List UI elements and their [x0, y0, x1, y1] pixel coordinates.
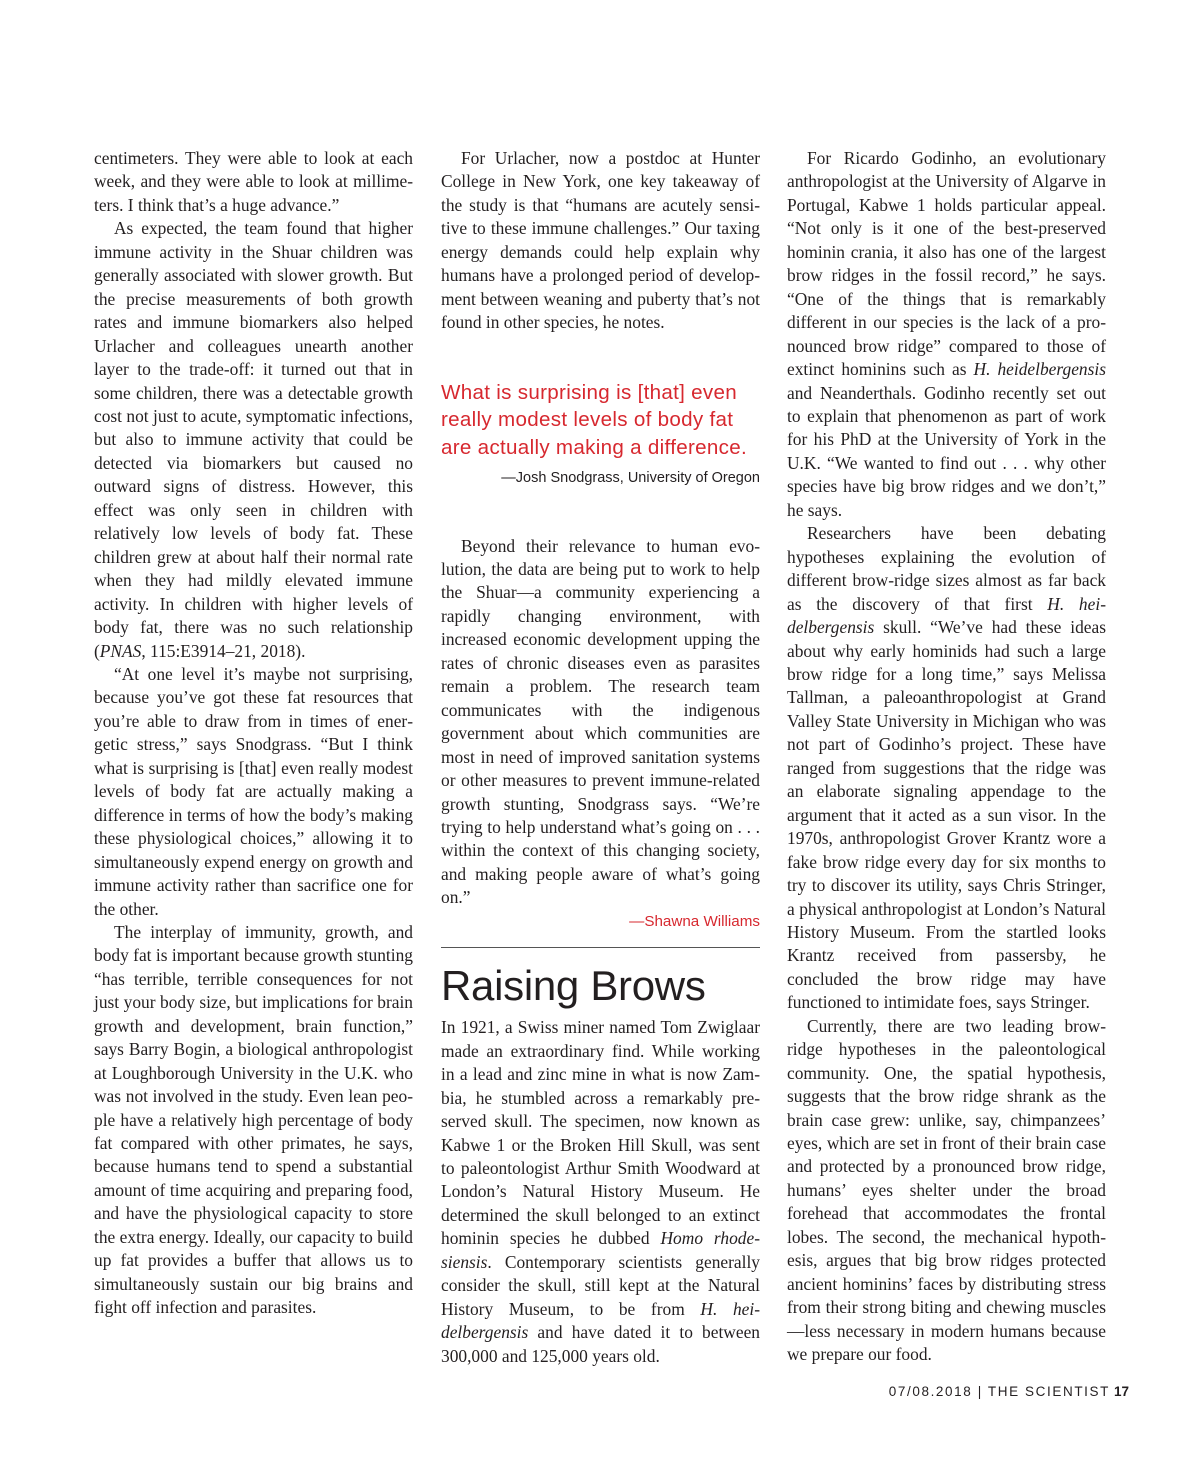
body-paragraph: Researchers have been debating hypotheses explaining the evolution of different brow-ridge sizes almost as far back as the discovery of that first H. heidelbergensis skull. “We’ve had these ideas about why early hominids had such a large brow ridge for a long time,” says Melissa Tallman, a paleoanthropologist at Grand Valley State University in Michigan who was not part of Godinho’s project. These have ranged from suggestions that the ridge was an elaborate signaling appendage to the argument that it acted as a sun visor. In the 1970s, anthropologist Grover Krantz wore a fake brow ridge every day for six months to try to discover its utility, says Chris Stringer, a physical anthropologist at London’s Natural History Museum. From the startled looks Krantz received from passersby, he concluded the brow ridge may have functioned to intimidate foes, says Stringer.	[787, 523, 1106, 1013]
citation-journal: PNAS	[99, 640, 142, 661]
body-paragraph: As expected, the team found that higher immune activity in the Shuar children was generally associated with slower growth. But the precise measurements of both growth rates and immune biomarkers also helped Urlacher and colleagues unearth another layer to the trade-off: it turned out that in some children, there was a detectable growth cost not just to acute, symptomatic infections, but also to immune activity that could be detected via biomarkers but caused no outward signs of distress. However, this effect was only seen in children with relatively low levels of body fat. These children grew at about half their normal rate when they had mildly elevated immune activity. In children with higher levels of body fat, there was no such relationship (PNAS, 115:E3914–21, 2018).	[94, 218, 413, 661]
body-paragraph: For Urlacher, now a postdoc at Hunter College in New York, one key takeaway of the study is that “humans are acutely sensitive to these immune challenges.” Our taxing energy demands could help explain why humans have a prolonged period of development between weaning and puberty that’s not found in other species, he notes.	[441, 148, 760, 333]
body-paragraph: The interplay of immunity, growth, and body fat is important because growth stunting “has terrible, terrible consequences for not just your body size, but implications for brain growth and development, brain function,” says Barry Bogin, a biological anthropologist at Loughborough University in the U.K. who was not involved in the study. Even lean people have a relatively high percentage of body fat compared with other primates, he says, because humans tend to spend a substantial amount of time acquiring and preparing food, and have the physiological capacity to store the extra energy. Ideally, our capacity to build up fat provides a buffer that allows us to simultaneously sustain our big brains and fight off infection and parasites.	[94, 921, 413, 1318]
body-paragraph: Beyond their relevance to human evolution, the data are being put to work to help the Shuar—a community experiencing a rapidly changing environment, with increased economic development upping the rates of chronic diseases even as parasites remain a problem. The research team communicates with the indigenous government about which communities are most in need of improved sanitation systems or other measures to prevent immune-related growth stunting, Snodgrass says. “We’re trying to help understand what’s going on . . . within the context of this changing society, and making people aware of what’s going on.”	[441, 535, 760, 908]
body-paragraph: For Ricardo Godinho, an evolutionary anthropologist at the University of Algarve in Portugal, Kabwe 1 holds particular appeal. “Not only is it one of the best-preserved hominin crania, it also has one of the largest brow ridges in the fossil record,” he says. “One of the things that is remarkably different in our species is the lack of a pronounced brow ridge” compared to those of extinct hominins such as H. heidelbergensis and Neanderthals. Godinho recently set out to explain that phenomenon as part of work for his PhD at the University of York in the U.K. “We wanted to find out . . . why other species have big brow ridges and we don’t,” he says.	[787, 148, 1106, 520]
species-name: H. heidelbergensis	[787, 593, 1106, 638]
column-1	[94, 147, 413, 1320]
section-title: Raising Brows	[441, 962, 706, 1010]
species-name: Homo rhodesiensis	[441, 1228, 760, 1272]
pull-quote-attribution: —Josh Snodgrass, University of Oregon	[501, 470, 760, 487]
species-name: H. heidelbergensis	[973, 359, 1106, 380]
pull-quote: What is surprising is [that] even really modest levels of body fat are actually making a difference.	[441, 380, 748, 459]
page-number: 17	[1113, 1384, 1129, 1399]
body-paragraph: Currently, there are two leading brow-ridge hypotheses in the paleontological community. One, the spatial hypothesis, suggests that the brow ridge shrank as the brain case grew: unlike, say, chimpanzees’ eyes, which are set in front of their brain case and protected by a pronounced brow ridge, humans’ eyes shelter under the broad forehead that accommodates the frontal lobes. The second, the mechanical hypothesis, argues that big brow ridges protected ancient hominins’ faces by distributing stress from their strong biting and chewing muscles—less necessary in modern humans because we prepare our food.	[787, 1015, 1106, 1365]
author-signature: —Shawna Williams	[629, 912, 760, 930]
column-2	[441, 147, 760, 1368]
page-footer	[889, 1384, 1129, 1399]
footer-date-magazine: 07/08.2018 | THE SCIENTIST	[888, 1384, 1110, 1399]
body-paragraph: centimeters. They were able to look at each week, and they were able to look at millimeters. I think that’s a huge advance.”	[94, 148, 413, 215]
body-paragraph: In 1921, a Swiss miner named Tom Zwiglaar made an extraordinary find. While working in a lead and zinc mine in what is now Zambia, he stumbled across a remarkably preserved skull. The specimen, now known as Kabwe 1 or the Broken Hill Skull, was sent to paleontologist Arthur Smith Woodward at London’s Natural History Museum. He determined the skull belonged to an extinct hominin species he dubbed Homo rhodesiensis. Contemporary scientists generally consider the skull, still kept at the Natural History Museum, to be from H. heidelbergensis and have dated it to between 300,000 and 125,000 years old.	[441, 1017, 760, 1366]
body-paragraph: “At one level it’s maybe not surprising, because you’ve got these fat resources that you’re able to draw from in times of energetic stress,” says Snodgrass. “But I think what is surprising is [that] even really modest levels of body fat are actually making a difference in terms of how the body’s making these physiological choices,” allowing it to simultaneously expend energy on growth and immune activity rather than sacrifice one for the other.	[94, 663, 413, 919]
column-3	[787, 147, 1106, 1367]
section-divider	[441, 947, 760, 948]
species-name: H. heidelbergensis	[441, 1298, 760, 1343]
